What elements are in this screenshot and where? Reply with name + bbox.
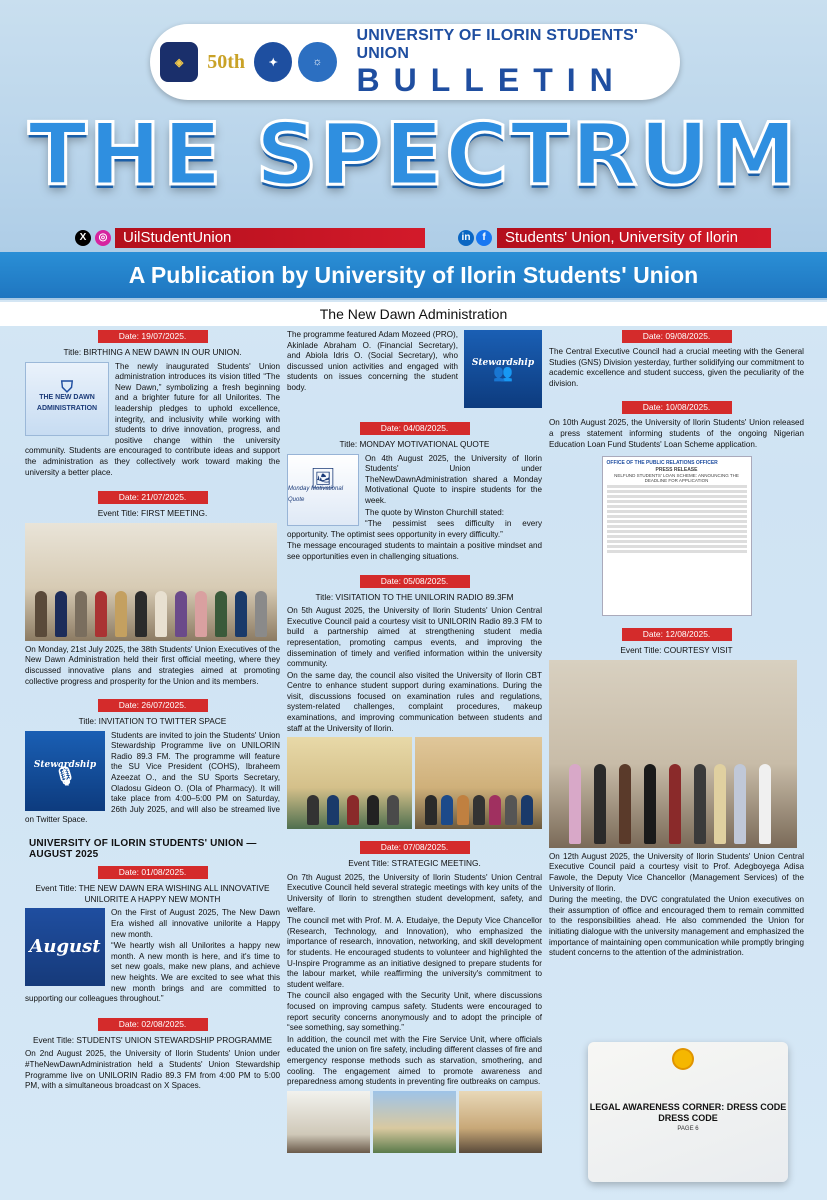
column-left [25,330,280,1104]
date-badge: Date: 26/07/2025. [98,699,208,712]
social-handle-right[interactable]: Students' Union, University of Ilorin [497,228,771,248]
header-banner [150,24,680,100]
stewardship-programme-image [464,330,542,408]
article-body: The newly inaugurated Students' Union administration introduces its vision titled “The New Dawn,” symbolizing a fresh beginning and a brighter future for all Unilorites. The leadership pledges to uphold excellence, integrity, and inclusivity while working with students to drive innovation, progress, and positive change within the university community. Students are encouraged to contribute ideas and support the administration as they collectively work toward making the university a better place. [25,361,280,477]
new-dawn-logo-icon: ☼ [298,42,336,82]
university-crest-icon: ◈ [160,42,198,82]
date-badge: Date: 05/08/2025. [360,575,470,588]
column-right [549,330,804,971]
date-badge: Date: 09/08/2025. [622,330,732,343]
article-body: On 5th August 2025, the University of Ilorin Students' Union Central Executive Council paid a courtesy visit to UNILORIN Radio 89.3 FM to build a partnership aimed at strengthening student media representation, promoting campus events, and improving the dissemination of timely and verified information within the university community. [287,606,542,669]
article-body-2: During the meeting, the DVC congratulated the Union executives on their assumption of office and encouraged them to remain committed to the responsibilities ahead. He also commended the Union for initiating dialogue with the university management and emphasized the importance of maintaining open communication while promptly bringing student concerns to the attention of the administration. [549,895,804,958]
article-body: On 4th August 2025, the University of Ilorin Students' Union under TheNewDawnAdministration shared a Monday Motivational Quote to inspire students for the week. [365,453,542,505]
article-title: Title: INVITATION TO TWITTER SPACE [78,716,227,727]
social-handle-left[interactable]: UilStudentUnion [115,228,425,248]
article-body: On 7th August 2025, the University of Ilorin Students' Union Central Executive Council held several strategic meetings with key units of the University of Ilorin to strengthen student development, safety, and welfare. [287,872,542,914]
article-title: Title: MONDAY MOTIVATIONAL QUOTE [339,439,490,449]
strategic-meeting-photo-1 [287,1091,370,1153]
article-body: On the First of August 2025, The New Dawn Era wished all innovative unilorite a Happy new month. [111,908,280,939]
students-union-logo-icon: ✦ [254,42,292,82]
courtesy-visit-photo [549,660,797,848]
article-title: Title: VISITATION TO THE UNILORIN RADIO 89.3FM [315,591,514,602]
article-body: On 2nd August 2025, the University of Ilorin Students' Union under #TheNewDawnAdministration held a Students' Union Stewardship Programme live on UNILORIN Radio 89.3 FM from 4:00 PM to 5:00 PM, with a simultaneous broadcast on X Spaces. [25,1049,280,1091]
banner-subtitle: BULLETIN [356,62,627,98]
article-title: Event Title: FIRST MEETING. [97,508,208,519]
pushpin-icon [674,1050,692,1068]
article-body: On 10th August 2025, the University of Ilorin Students' Union released a press statement informing students of the ongoing Nigerian Education Loan Fund Students' Loan Scheme application. [549,418,804,449]
press-release-header: OFFICE OF THE PUBLIC RELATIONS OFFICER [606,460,718,467]
anniversary-logo: 50th [204,42,248,82]
article-body: On Monday, 21st July 2025, the 38th Students' Union Executives of the New Dawn Administration held their first official meeting, where they discussed innovative plans and strategies aimed at promoting collective progress and prosperity for the Union and its members. [25,644,280,686]
article-gns-meeting [549,330,804,389]
article-title: Event Title: THE NEW DAWN ERA WISHING ALL INNOVATIVE UNILORITE A HAPPY NEW MONTH [35,883,270,904]
article-body: On 12th August 2025, the University of Ilorin Students' Union Central Executive Council paid a courtesy visit to Prof. Adegboyega Adisa Fawole, the Deputy Vice Chancellor (Management Services) of the University of Ilorin. [549,851,804,893]
article-title: Event Title: COURTESY VISIT [620,645,733,656]
linkedin-icon[interactable]: in [458,230,474,246]
strategic-meeting-photo-2 [373,1091,456,1153]
article-birthing-new-dawn [25,330,280,479]
instagram-icon[interactable]: ◎ [95,230,111,246]
article-stewardship-programme [25,1018,280,1092]
article-body: Students are invited to join the Students' Union Stewardship Programme live on UNILORIN Radio 89.3 FM. The programme will feature the SU Vice President (COHS), Ibraheem Azeezat O., and the SU Sports Secretary, Oladosu Gideon O. (Ola of Pharmacy). It will take place from 4:00–5:00 PM on Saturday, 26th July 2025, and will also be streamed live on Twitter Space. [25,730,280,825]
date-badge: Date: 04/08/2025. [360,422,470,435]
article-radio-visit [287,575,542,830]
article-first-meeting [25,491,280,687]
date-badge: Date: 01/08/2025. [98,866,208,879]
motivational-quote-image [287,454,359,526]
people-icon: 👥 [493,365,513,382]
column-middle [287,330,542,1165]
date-badge: Date: 19/07/2025. [98,330,208,343]
article-new-month [25,866,280,1006]
radio-visit-photos [287,737,542,829]
article-quote: “The pessimist sees difficulty in every opportunity. The optimist sees opportunity in every difficulty.” [287,519,542,539]
article-body-3: The message encouraged students to maintain a positive mindset and see opportunities even in challenging situations. [287,541,542,561]
article-body: The Central Executive Council had a crucial meeting with the General Studies (GNS) Division yesterday, further solidifying our commitment to academic excellence and student success, given the peculiarity of the division. [549,347,804,388]
article-motivational-quote [287,422,542,563]
article-quote: “We heartly wish all Unilorites a happy new month. A new month is here, and it's time to set new goals, make new plans, and achieve new heights. We are excited to see what this new month brings and are committed to supporting our colleagues throughout.” [25,941,280,1004]
article-courtesy-visit [549,628,804,959]
article-body-2: On the same day, the council also visited the University of Ilorin CBT Centre to enhance student support during examinations. During the visit, discussions focused on examination rules and regulations, system-related challenges, complaint procedures, makeup examinations, and improving communication between students and staff at the University of Ilorin. [287,670,542,733]
press-release-title: PRESS RELEASE [655,467,698,474]
article-body-2: The council met with Prof. M. A. Etudaiye, the Deputy Vice Chancellor (Research, Technology, and Innovation), who emphasized the importance of research, innovation, networking, and skill development for students. He encouraged students to volunteer and highlighted the U-Inspire Programme as an initiative designed to prepare students for the labour market, while reaffirming the university's commitment to student welfare. [287,916,542,989]
date-badge: Date: 02/08/2025. [98,1018,208,1031]
facebook-icon[interactable]: f [476,230,492,246]
article-strategic-meeting [287,841,542,1152]
flyer-caption: Stewardship [33,760,97,771]
press-release-subtitle: NELFUND STUDENTS' LOAN SCHEME: ANNOUNCING THE DEADLINE FOR APPLICATION [614,473,739,484]
article-title: Event Title: STRATEGIC MEETING. [348,858,481,869]
article-body: The programme featured Adam Mozeed (PRO), Akinlade Abraham O. (Financial Secretary), and Abiola Idris O. (Social Secretary), who discussed union activities and engaged with students on issues concerning the student body. [287,330,458,392]
article-body-2: The quote by Winston Churchill stated: [365,507,505,517]
article-body-4: In addition, the council met with the Fire Service Unit, where officials educated the union on fire safety, including different classes of fire and emergency response methods such as starvation, smothering, and cooling. The engagement aimed to promote awareness and preparedness among students in preventing fire outbreaks on campus. [287,1034,542,1087]
article-programme-featured [287,330,542,410]
administration-title: The New Dawn Administration [0,302,827,326]
microphone-icon: 🎙 [53,765,77,786]
x-icon[interactable]: X [75,230,91,246]
august-poster-image: August [25,908,105,986]
legal-page-number: PAGE 6 [677,1126,699,1132]
article-twitter-space [25,699,280,827]
strategic-meeting-photos [287,1091,542,1153]
legal-title: LEGAL AWARENESS CORNER: DRESS CODE DRESS CODE [589,1102,787,1123]
article-title: Event Title: STUDENTS' UNION STEWARDSHIP PROGRAMME [32,1034,272,1045]
article-body-3: The council also engaged with the Security Unit, where discussions focused on improving campus safety. Students were encouraged to report security concerns anonymously and to adopt the principle of “see something, say something.” [287,991,542,1033]
press-release-image [602,456,752,616]
radio-visit-photo-2 [415,737,542,829]
main-title: THE SPECTRUM [28,105,799,205]
banner-title: UNIVERSITY OF ILORIN STUDENTS' UNION [356,27,639,62]
flyer-caption: Stewardship [471,358,535,369]
article-title: Title: BIRTHING A NEW DAWN IN OUR UNION. [63,347,242,357]
radio-visit-photo-1 [287,737,412,829]
article-nelfund-release [549,401,804,616]
stewardship-flyer-image [25,731,105,811]
shield-icon: ⛉ [60,378,73,396]
new-dawn-poster-image [25,362,109,436]
publication-banner: A Publication by University of Ilorin Students' Union [0,252,827,298]
first-meeting-photo [25,523,277,641]
portrait-icon: 🖼 [310,467,336,490]
strategic-meeting-photo-3 [459,1091,542,1153]
date-badge: Date: 07/08/2025. [360,841,470,854]
legal-awareness-note[interactable] [588,1042,788,1182]
date-badge: Date: 21/07/2025. [98,491,208,504]
section-heading-august: UNIVERSITY OF ILORIN STUDENTS' UNION — AUGUST 2025 [29,838,257,860]
poster-caption: THE NEW DAWN ADMINISTRATION [36,394,98,412]
quote-caption: Monday Motivational Quote [288,486,344,503]
date-badge: Date: 10/08/2025. [622,401,732,414]
date-badge: Date: 12/08/2025. [622,628,732,641]
